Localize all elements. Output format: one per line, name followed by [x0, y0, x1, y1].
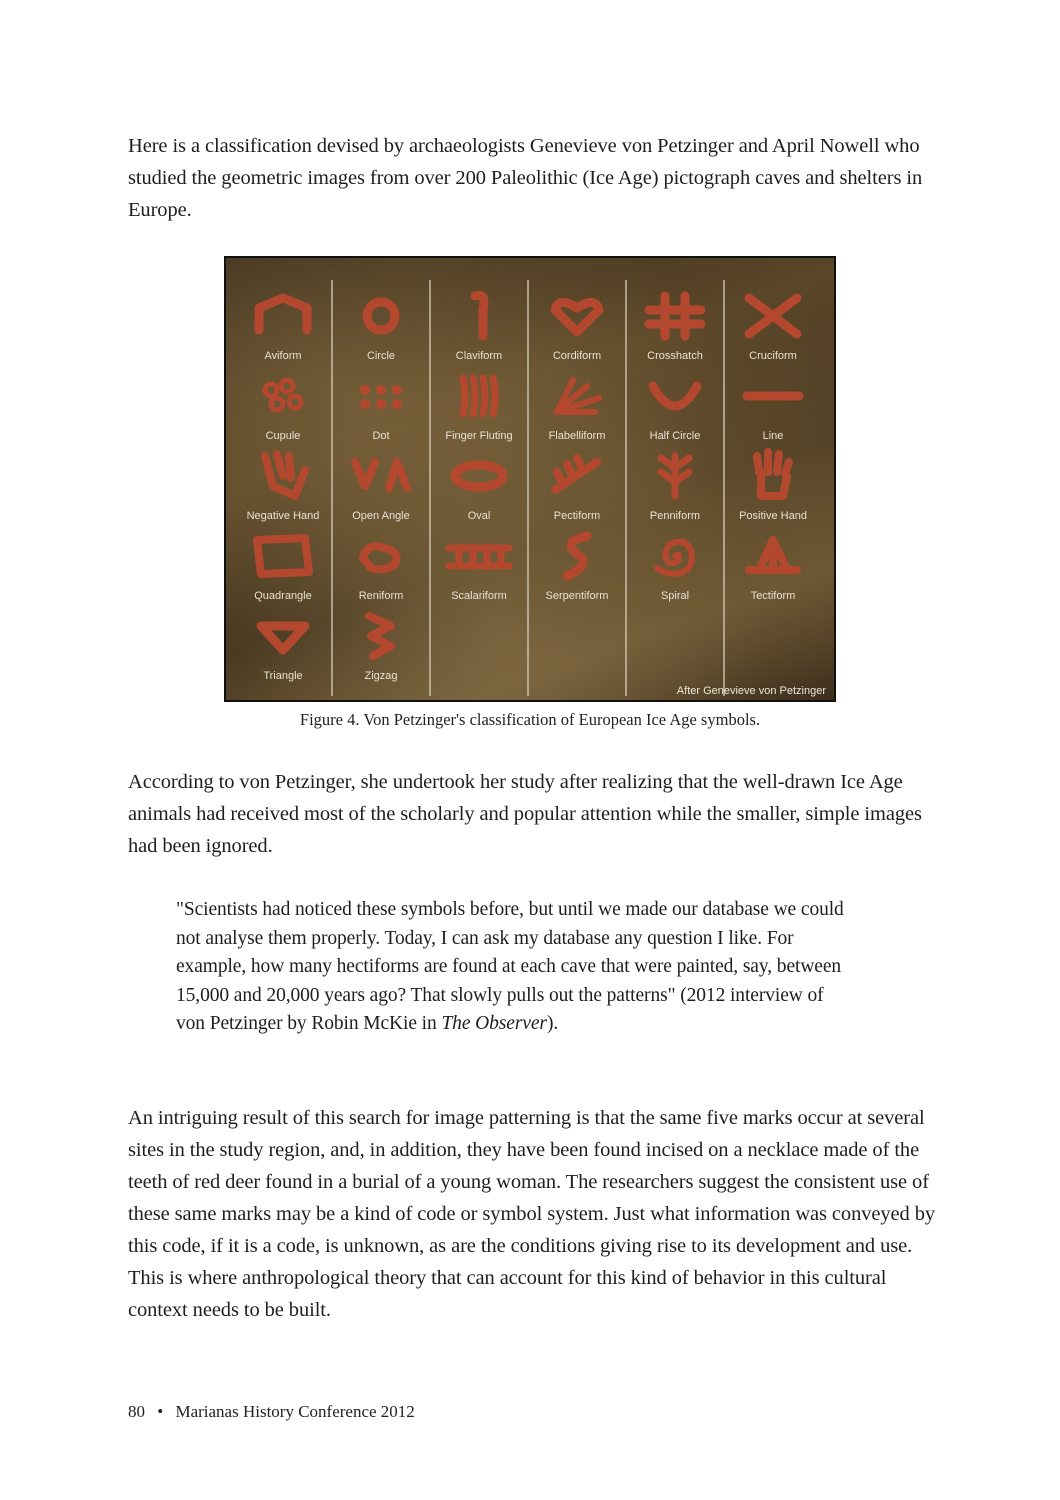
- symbol-label: Open Angle: [352, 510, 410, 522]
- symbol-mark: [455, 465, 503, 487]
- symbol-label: Zigzag: [364, 670, 398, 682]
- symbol-label: Serpentiform: [545, 590, 609, 602]
- symbol-label: Circle: [366, 350, 396, 362]
- symbol-label: Triangle: [263, 670, 303, 682]
- quote-source: The Observer: [441, 1013, 547, 1035]
- symbol-mark: [555, 302, 599, 332]
- symbol-mark: [363, 546, 397, 569]
- symbol-mark: [555, 458, 597, 490]
- figure-caption: Figure 4. Von Petzinger's classification of European Ice Age symbols.: [299, 710, 761, 729]
- symbol-mark: [259, 298, 307, 330]
- page-number: 80: [128, 1402, 145, 1421]
- symbol-label: Cupule: [265, 430, 301, 442]
- symbol-mark: [557, 380, 599, 412]
- footer-separator: •: [157, 1402, 164, 1421]
- symbol-mark: [475, 295, 484, 336]
- symbol-mark: [360, 385, 402, 409]
- publication-title: Marianas History Conference 2012: [175, 1402, 415, 1421]
- symbol-label: Line: [762, 430, 784, 442]
- intro-paragraph: Here is a classification devised by archaeologists Genevieve von Petzinger and April Nowell who studied the geometric images from over 200 Paleolithic (Ice Age) pictograph caves and shelters in Europe.: [128, 135, 923, 221]
- symbol-mark: [355, 462, 407, 488]
- symbol-label: Quadrangle: [254, 590, 312, 602]
- symbol-label: Half Circle: [649, 430, 701, 442]
- symbol-label: Aviform: [264, 350, 302, 362]
- symbol-mark: [661, 456, 689, 496]
- symbol-label: Cordiform: [552, 350, 602, 362]
- symbol-label: Crosshatch: [647, 350, 703, 362]
- paragraph-2: According to von Petzinger, she undertook her study after realizing that the well-drawn Ice Age animals had received most of the scholarly and popular attention while the smaller, simple images had been ignored.: [128, 771, 922, 857]
- symbol-label: Spiral: [660, 590, 690, 602]
- quote-text: "Scientists had noticed these symbols before, but until we made our database we could not analyse them properly. Today, I can ask my database any question I like. For example, how many hectiforms are found at each cave that were painted, say, between 15,000 and 20,000 years ago? That slowly pulls out the patterns" (2012 interview of von Petzinger by Robin McKie in: [176, 899, 844, 1035]
- paragraph-4: An intriguing result of this search for image patterning is that the same five marks occur at several sites in the study region, and, in addition, they have been found incised on a necklace made of the teeth of red deer found in a burial of a young woman. The researchers suggest the consistent use of these same marks may be a kind of code or symbol system. Just what information was conveyed by this code, if it is a code, is unknown, as are the conditions giving rise to its development and use. This is where anthropological theory that can account for this kind of behavior in this cultural context needs to be built.: [128, 1107, 936, 1321]
- symbol-label: Finger Fluting: [445, 430, 513, 442]
- symbol-mark: [749, 298, 797, 334]
- symbol-mark: [757, 452, 789, 496]
- symbol-label: Tectiform: [750, 590, 796, 602]
- symbol-mark: [463, 378, 495, 414]
- symbol-chart: [226, 258, 834, 700]
- symbol-mark: [649, 296, 701, 336]
- symbol-mark: [567, 536, 587, 576]
- quote-end: ).: [546, 1013, 559, 1035]
- symbol-classification-figure: [224, 256, 836, 702]
- symbol-label: Negative Hand: [246, 510, 320, 522]
- symbol-mark: [265, 454, 305, 496]
- symbol-mark: [265, 380, 301, 410]
- symbol-label: Cruciform: [749, 350, 797, 362]
- symbol-label: Dot: [372, 430, 390, 442]
- symbol-mark: [257, 538, 309, 574]
- symbol-label: Flabelliform: [548, 430, 606, 442]
- symbol-label: Scalariform: [451, 590, 507, 602]
- page-footer: [128, 1402, 423, 1422]
- block-quote: [176, 896, 856, 1039]
- symbol-label: Pectiform: [553, 510, 601, 522]
- symbol-label: Positive Hand: [739, 510, 807, 522]
- figure-credit: After Genevieve von Petzinger: [676, 685, 826, 697]
- symbol-mark: [261, 626, 305, 650]
- symbol-mark: [653, 386, 697, 406]
- symbol-label: Claviform: [455, 350, 503, 362]
- symbol-label: Reniform: [358, 590, 404, 602]
- symbol-mark: [367, 302, 395, 330]
- symbol-label: Penniform: [649, 510, 701, 522]
- symbol-mark: [449, 548, 509, 566]
- symbol-label: Oval: [467, 510, 491, 522]
- symbol-mark: [749, 540, 797, 570]
- symbol-mark: [369, 616, 391, 656]
- symbol-mark: [657, 542, 692, 574]
